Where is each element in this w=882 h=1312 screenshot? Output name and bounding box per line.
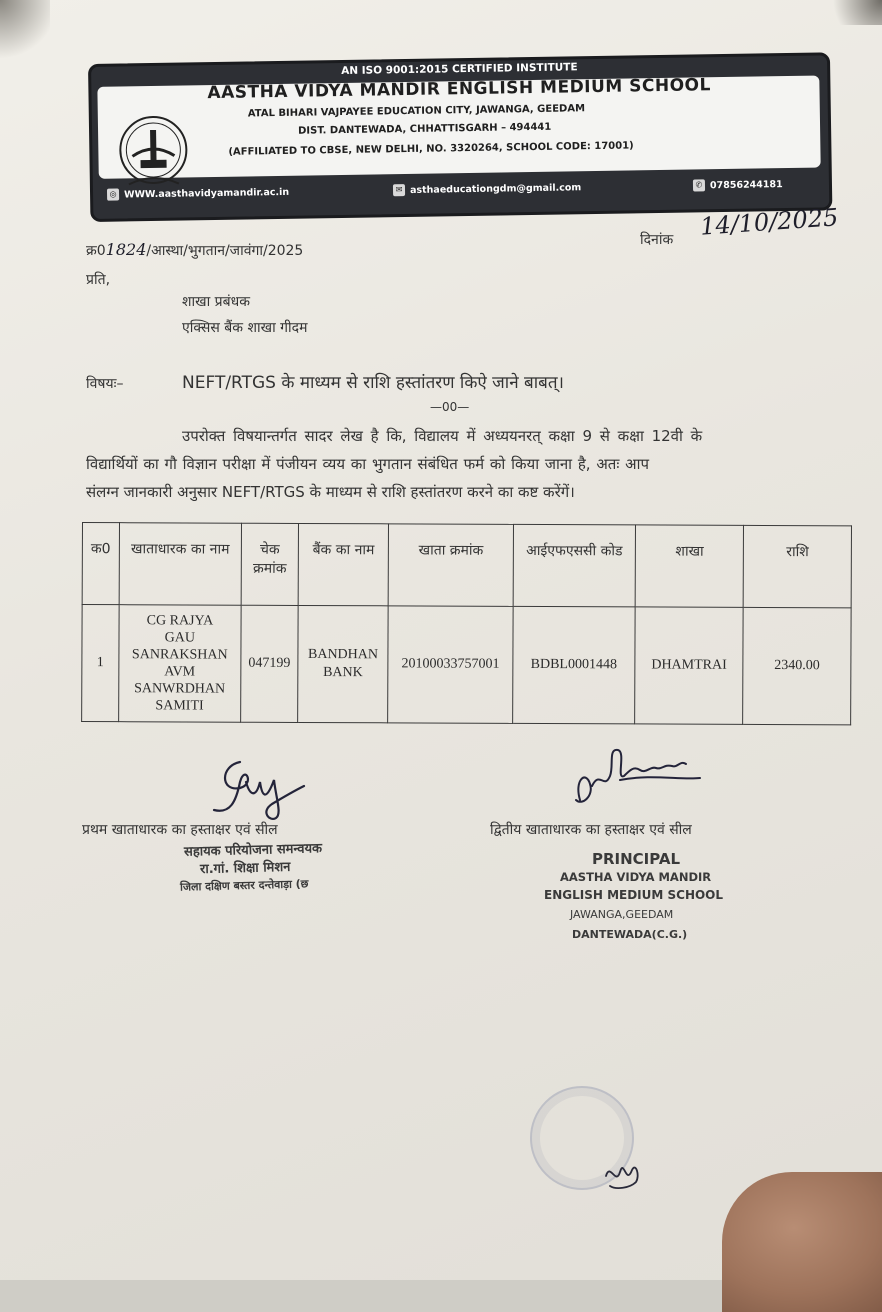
website: WWW.aasthavidyamandir.ac.in [123,186,290,200]
cell-bank-name [297,605,388,722]
to-label: प्रति, [86,272,111,288]
body-line-2: विद्यार्थियों का गौ विज्ञान परीक्षा में पंजीयन व्यय का भुगतान संबंधित फर्म को किया जाना है, अतः आप [86,455,649,473]
cell-sno: 1 [82,605,119,722]
page-shadow [822,0,882,25]
subject-label: विषयः– [86,376,124,392]
second-stamp-line-2: AASTHA VIDYA MANDIR [560,870,712,884]
body-line-1: उपरोक्त विषयान्तर्गत सादर लेख है कि, विद्यालय में अध्ययनरत् कक्षा 9 से कक्षा 12वी के [182,427,703,445]
bank-line: BANDHAN [307,646,379,663]
first-stamp-line-3: जिला दक्षिण बस्तर दन्तेवाड़ा (छ [179,877,309,894]
letterhead [88,52,832,222]
thumb [722,1172,882,1312]
cell-account-number: 20100033757001 [388,606,513,724]
first-stamp-line-2: रा.गां. शिक्षा मिशन [199,859,291,878]
email: asthaeducationgdm@gmail.com [409,181,582,196]
reference-number [86,240,303,260]
phone: 07856244181 [709,178,783,191]
phone-icon: ✆ [693,179,705,191]
first-signature [200,752,310,824]
cell-amount: 2340.00 [743,607,851,724]
bank-line: BANK [323,665,363,681]
second-holder-signature-label: द्वितीय खाताधारक का हस्ताक्षर एवं सील [490,822,692,838]
second-signature [560,740,710,820]
payment-table [81,522,852,725]
header-branch: शाखा [635,525,744,607]
holder-line: GAU [164,630,196,646]
address-line-1: ATAL BIHARI VAJPAYEE EDUCATION CITY, JAWANGA, GEEDAM [247,103,586,120]
header-ifsc-code: आईएफएससी कोड [513,524,636,607]
holder-line: SANRAKSHAN [131,647,228,663]
affiliation: (AFFILIATED TO CBSE, NEW DELHI, NO. 3320264, SCHOOL CODE: 17001) [228,140,634,158]
school-logo-icon [112,111,195,192]
header-amount: राशि [743,525,851,607]
second-stamp-line-4: JAWANGA,GEEDAM [570,908,674,921]
cell-cheque-number: 047199 [241,605,298,722]
holder-line: CG RAJYA [146,613,214,629]
cell-branch: DHAMTRAI [635,607,744,724]
website-contact [107,186,289,201]
iso-certification: AN ISO 9001:2015 CERTIFIED INSTITUTE [341,61,578,78]
holder-line: SAMITI [155,698,204,714]
address-line-2: DIST. DANTEWADA, CHHATTISGARH – 494441 [297,121,552,137]
body-line-3: संलग्न जानकारी अनुसार NEFT/RTGS के माध्यम से राशि हस्तांतरण करने का कष्ट करेंगें। [86,483,575,501]
school-name: AASTHA VIDYA MANDIR ENGLISH MEDIUM SCHOOL [207,75,712,104]
recipient-designation: शाखा प्रबंधक [182,294,250,310]
separator: —00— [430,400,470,414]
email-contact [393,181,581,196]
date-label: दिनांक [640,232,674,248]
first-holder-signature-label: प्रथम खाताधारक का हस्ताक्षर एवं सील [82,822,278,838]
reference-prefix: क्र0 [86,243,106,259]
cell-account-holder [118,605,241,723]
cell-ifsc-code: BDBL0001448 [512,606,635,724]
second-stamp-line-1: PRINCIPAL [592,850,681,868]
reference-suffix: /आस्था/भुगतान/जावंगा/2025 [146,243,304,259]
table-header-row [82,523,851,608]
header-account-holder: खाताधारक का नाम [119,523,242,606]
recipient-bank: एक्सिस बैंक शाखा गीदम [182,320,308,336]
first-stamp-line-1: सहायक परियोजना समन्वयक [183,841,323,860]
email-icon: ✉ [393,184,405,196]
header-sno: क0 [82,523,119,605]
reference-handwritten-number: 1824 [105,240,147,259]
letterhead-panel [97,76,820,179]
header-cheque-number: चेक क्रमांक [241,523,298,605]
second-stamp-line-5: DANTEWADA(C.G.) [572,928,688,941]
second-stamp-line-3: ENGLISH MEDIUM SCHOOL [544,888,724,902]
initials-signature [596,1146,646,1196]
holder-line: SANWRDHAN [134,681,226,697]
phone-contact [693,178,783,191]
header-account-number: खाता क्रमांक [389,524,514,607]
table-row [82,605,852,725]
globe-icon: ◎ [107,189,119,201]
header-bank-name: बैंक का नाम [298,523,389,605]
page-shadow [0,0,50,60]
date-value: 14/10/2025 [699,203,840,241]
subject-text: NEFT/RTGS के माध्यम से राशि हस्तांतरण किऐ जाने बाबत्। [182,373,564,393]
holder-line: AVM [164,664,196,680]
